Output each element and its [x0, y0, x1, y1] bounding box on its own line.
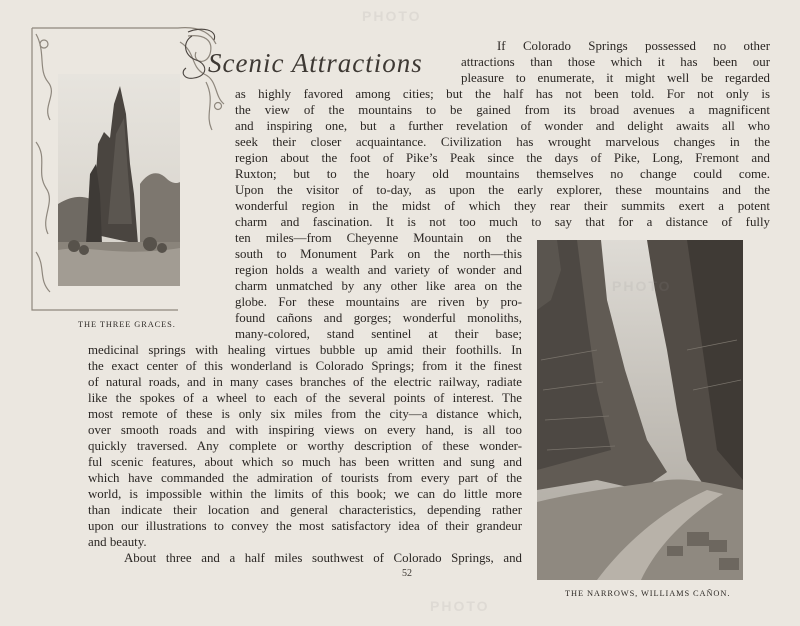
- text-line: world, is impossible within the limits of this book; we can do little more: [88, 487, 522, 501]
- text-line: many-colored, stand sentinel at their base;: [235, 327, 522, 341]
- text-line: charm unmatched by any other like area on the: [235, 279, 522, 293]
- page-number: 52: [402, 568, 412, 579]
- watermark: PHOTO: [362, 8, 422, 24]
- text-line: upon our illustrations to convey the most satisfactory idea of their grandeur: [88, 519, 522, 533]
- text-line: charm and fascination. It is not too much to say that for a distance of fully: [235, 215, 770, 229]
- text-line: attractions than those which it has been our: [461, 55, 770, 69]
- text-line: found cañons and gorges; wonderful monoliths,: [235, 311, 522, 325]
- text-line: of natural roads, and in many cases branches of the electric railway, radiate: [88, 375, 522, 389]
- text-line: ten miles—from Cheyenne Mountain on the: [235, 231, 522, 245]
- narrows-caption: THE NARROWS, WILLIAMS CAÑON.: [565, 589, 731, 598]
- text-line: most remote of these is only six miles from the city—a distance which,: [88, 407, 522, 421]
- text-line: and beauty.: [88, 535, 147, 549]
- text-line: Ruxton; but to the hoary old mountains themselves no change could come.: [235, 167, 770, 181]
- text-line: than indicate their location and general characteristics, depending rather: [88, 503, 522, 517]
- three-graces-photo: [58, 74, 180, 286]
- text-line: which have commanded the admiration of tourists from every part of the: [88, 471, 522, 485]
- text-line: as highly favored among cities; but the half has not been told. For not only is: [235, 87, 770, 101]
- text-line: seek their closer acquaintance. Civilization has wrought marvelous changes in the: [235, 135, 770, 149]
- text-line: About three and a half miles southwest of Colorado Springs, and: [124, 551, 522, 565]
- text-line: ful scenic features, about which so much has been written and sung and: [88, 455, 522, 469]
- text-line: quickly traversed. Any complete or worthy description of these wonder-: [88, 439, 522, 453]
- text-line: region holds a wealth and variety of wonder and: [235, 263, 522, 277]
- text-line: like the spokes of a wheel to each of the several points of interest. The: [88, 391, 522, 405]
- three-graces-caption: THE THREE GRACES.: [78, 320, 176, 329]
- watermark: PHOTO: [430, 598, 490, 614]
- narrows-photo: [537, 240, 743, 580]
- text-line: medicinal springs with healing virtues bubble up amid their foothills. In: [88, 343, 522, 357]
- text-line: south to Monument Park on the north—this: [235, 247, 522, 261]
- text-line: the view of the mountains to be gained from its broad avenues a magnificent: [235, 103, 770, 117]
- text-line: region about the foot of Pike’s Peak since the days of Pike, Long, Fremont and: [235, 151, 770, 165]
- text-line: pleasure to enumerate, it might well be regarded: [461, 71, 770, 85]
- text-line: If Colorado Springs possessed no other: [497, 39, 770, 53]
- svg-text:Scenic Attractions: Scenic Attractions: [208, 48, 423, 78]
- text-line: and inspiring one, but a further revelation of wonder and delight awaits all who: [235, 119, 770, 133]
- text-line: Upon the visitor of to-day, as upon the early explorer, these mountains and the: [235, 183, 770, 197]
- text-line: over smooth roads and with inspiring views on every hand, is all too: [88, 423, 522, 437]
- text-line: globe. For these mountains are riven by pro-: [235, 295, 522, 309]
- text-line: the exact center of this wonderland is Colorado Springs; from it the finest: [88, 359, 522, 373]
- text-line: wonderful region in the midst of which they rear their summits exert a potent: [235, 199, 770, 213]
- scenic-attractions-heading: [178, 26, 446, 84]
